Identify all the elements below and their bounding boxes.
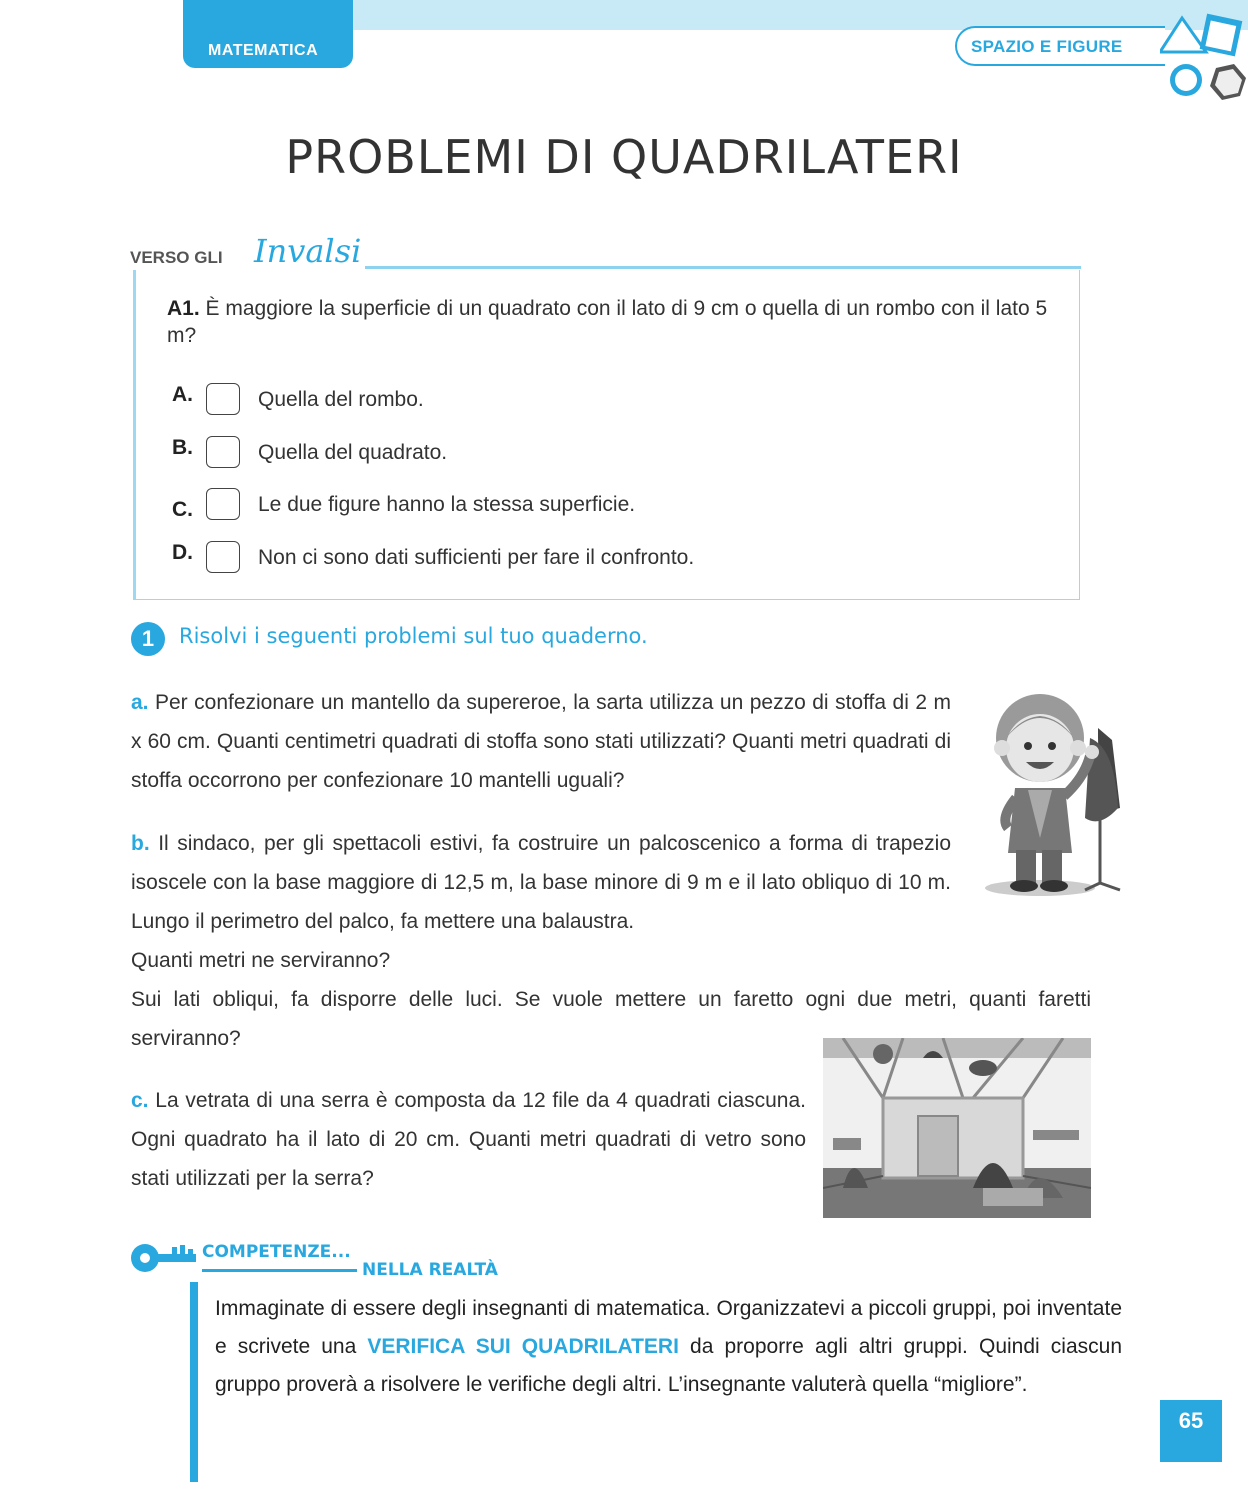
option-checkbox[interactable] [206, 436, 240, 468]
option-letter: C. [172, 498, 193, 521]
problem-a [131, 683, 951, 800]
option-checkbox[interactable] [206, 541, 240, 573]
option-checkbox[interactable] [206, 488, 240, 520]
option-letter: D. [172, 541, 193, 564]
competenze-text-before: Immaginate di essere degli insegnanti di matematica. Organizzatevi a piccoli gruppi, poi inventate e scrivete una [215, 1297, 1122, 1358]
tailor-illustration [980, 678, 1130, 900]
problem-c [131, 1081, 806, 1198]
option-text: Non ci sono dati sufficienti per fare il confronto. [258, 546, 695, 569]
invalsi-word: Invalsi [254, 232, 362, 270]
problem-text: Per confezionare un mantello da supereroe, la sarta utilizza un pezzo di stoffa di 2 m x 60 cm. Quanti centimetri quadrati di stoffa sono stati utilizzati? Quanti metri quadrati di stoffa occorrono per confezionare 10 mantelli uguali? [131, 691, 951, 792]
option-letter: B. [172, 436, 193, 459]
option-text: Le due figure hanno la stessa superficie. [258, 493, 636, 516]
competenze-highlight: VERIFICA SUI QUADRILATERI [367, 1335, 679, 1358]
problem-b-question: Quanti metri ne serviranno? [131, 949, 391, 972]
invalsi-rule [365, 266, 1081, 269]
problem-label: b. [131, 832, 150, 855]
invalsi-prefix: VERSO GLI [130, 248, 223, 267]
problem-b [131, 824, 951, 941]
invalsi-question [167, 295, 1057, 349]
problem-label: c. [131, 1089, 149, 1112]
greenhouse-illustration [823, 1038, 1091, 1218]
competenze-text [215, 1290, 1122, 1404]
competenze-text-after: da proporre agli altri gruppi. Quindi ciascun gruppo proverà a risolvere le verifiche degli altri. L’insegnante valuterà quella “migliore”. [215, 1335, 1122, 1396]
option-letter: A. [172, 383, 193, 406]
option-text: Quella del quadrato. [258, 441, 448, 464]
page-number: 65 [1160, 1400, 1222, 1462]
problem-b-lights: Sui lati obliqui, fa disporre delle luci. Se vuole mettere un faretto ogni due metri, quanti faretti serviranno? [131, 988, 1091, 1050]
problem-label: a. [131, 691, 149, 714]
exercise-number: 1 [131, 622, 165, 656]
question-text: È maggiore la superficie di un quadrato con il lato di 9 cm o quella di un rombo con il lato 5 m? [167, 297, 1048, 347]
problem-text: La vetrata di una serra è composta da 12 file da 4 quadrati ciascuna. Ogni quadrato ha il lato di 20 cm. Quanti metri quadrati di vetro sono stati utilizzati per la serra? [131, 1089, 806, 1190]
section-label: SPAZIO E FIGURE [971, 37, 1123, 56]
competenze-subtitle: NELLA REALTÀ [362, 1260, 498, 1280]
competenze-underline [202, 1269, 357, 1272]
problem-text: Il sindaco, per gli spettacoli estivi, fa costruire un palcoscenico a forma di trapezio isoscele con la base maggiore di 12,5 m, la base minore di 9 m e il lato obliquo di 10 m. Lungo il perimetro del palco, fa mettere una balaustra. [131, 832, 951, 933]
option-text: Quella del rombo. [258, 388, 424, 411]
subject-label: MATEMATICA [208, 42, 319, 59]
competenze-bar [190, 1282, 198, 1482]
subject-tab [183, 0, 353, 68]
key-icon [130, 1241, 200, 1275]
option-checkbox[interactable] [206, 383, 240, 415]
exercise-instruction: Risolvi i seguenti problemi sul tuo quaderno. [179, 624, 648, 648]
page-title: PROBLEMI DI QUADRILATERI [285, 130, 963, 184]
section-tab [955, 26, 1165, 66]
geometry-shapes-icon [1160, 2, 1248, 106]
competenze-title: COMPETENZE... [202, 1242, 351, 1262]
question-label: A1. [167, 297, 200, 320]
